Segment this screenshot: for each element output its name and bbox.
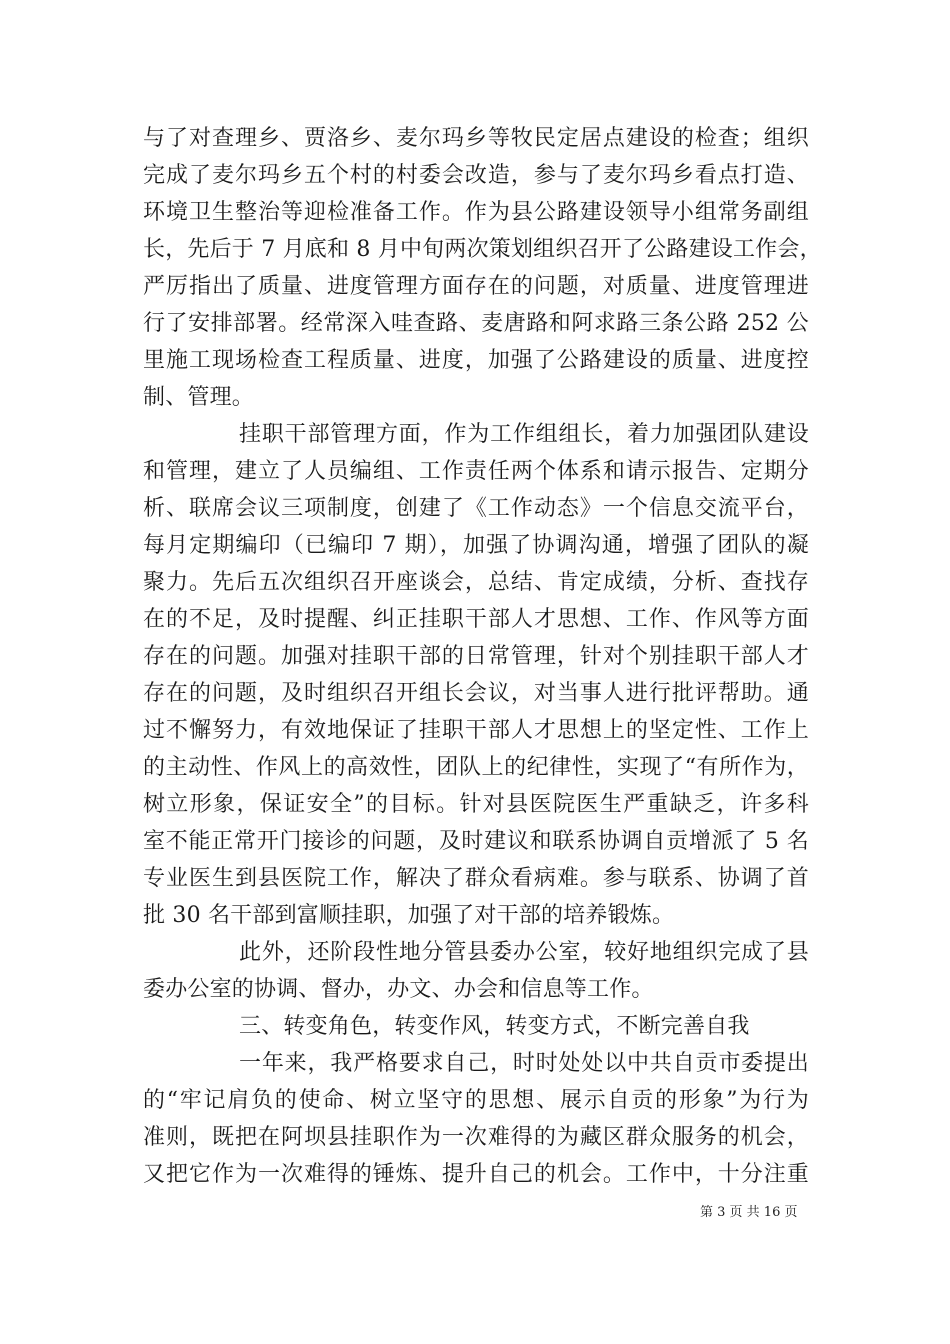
text-line: 准则，既把在阿坝县挂职作为一次难得的为藏区群众服务的机会， [143,1125,809,1150]
text-line: 在的不足，及时提醒、纠正挂职干部人才思想、工作、作风等方面 [143,607,809,632]
text-line: 室不能正常开门接诊的问题，及时建议和联系协调自贡增派了 5 名 [143,829,809,854]
text-line: 长，先后于 7 月底和 8 月中旬两次策划组织召开了公路建设工作会， [143,237,822,262]
text-line: 析、联席会议三项制度，创建了《工作动态》一个信息交流平台， [143,496,809,521]
text-line: 委办公室的协调、督办，办文、办会和信息等工作。 [143,977,654,1002]
text-line: 又把它作为一次难得的锤炼、提升自己的机会。工作中，十分注重 [143,1162,809,1187]
text-line: 每月定期编印（已编印 7 期），加强了协调沟通，增强了团队的凝 [143,533,809,558]
text-line: 环境卫生整治等迎检准备工作。作为县公路建设领导小组常务副组 [143,200,809,225]
text-line: 的主动性、作风上的高效性，团队上的纪律性，实现了“有所作为， [143,755,809,780]
document-body [143,120,822,1193]
text-line: 存在的问题，及时组织召开组长会议，对当事人进行批评帮助。通 [143,681,809,706]
paragraph-first-line: 挂职干部管理方面，作为工作组组长，着力加强团队建设 [239,422,809,447]
text-line: 制、管理。 [143,385,255,410]
text-line: 的“牢记肩负的使命、树立坚守的思想、展示自贡的形象”为行为 [143,1088,809,1113]
text-line: 存在的问题。加强对挂职干部的日常管理，针对个别挂职干部人才 [143,644,809,669]
text-line: 批 30 名干部到富顺挂职，加强了对干部的培养锻炼。 [143,903,675,928]
text-line: 树立形象，保证安全”的目标。针对县医院医生严重缺乏，许多科 [143,792,809,817]
text-line: 和管理，建立了人员编组、工作责任两个体系和请示报告、定期分 [143,459,809,484]
text-line: 严厉指出了质量、进度管理方面存在的问题，对质量、进度管理进 [143,274,809,299]
text-line: 专业医生到县医院工作，解决了群众看病难。参与联系、协调了首 [143,866,809,891]
paragraph-first-line: 此外，还阶段性地分管县委办公室，较好地组织完成了县 [239,940,809,965]
text-line: 聚力。先后五次组织召开座谈会，总结、肯定成绩，分析、查找存 [143,570,809,595]
text-line: 与了对查理乡、贾洛乡、麦尔玛乡等牧民定居点建设的检查；组织 [143,126,809,151]
paragraph-first-line: 一年来，我严格要求自己，时时处处以中共自贡市委提出 [239,1051,809,1076]
text-line: 里施工现场检查工程质量、进度，加强了公路建设的质量、进度控 [143,348,809,373]
text-line: 过不懈努力，有效地保证了挂职干部人才思想上的坚定性、工作上 [143,718,809,743]
page-number: 第 3 页 共 16 页 [700,1205,798,1220]
text-line: 完成了麦尔玛乡五个村的村委会改造，参与了麦尔玛乡看点打造、 [143,163,809,188]
section-heading: 三、转变角色，转变作风，转变方式，不断完善自我 [239,1014,750,1039]
text-line: 行了安排部署。经常深入哇查路、麦唐路和阿求路三条公路 252 公 [143,311,809,336]
